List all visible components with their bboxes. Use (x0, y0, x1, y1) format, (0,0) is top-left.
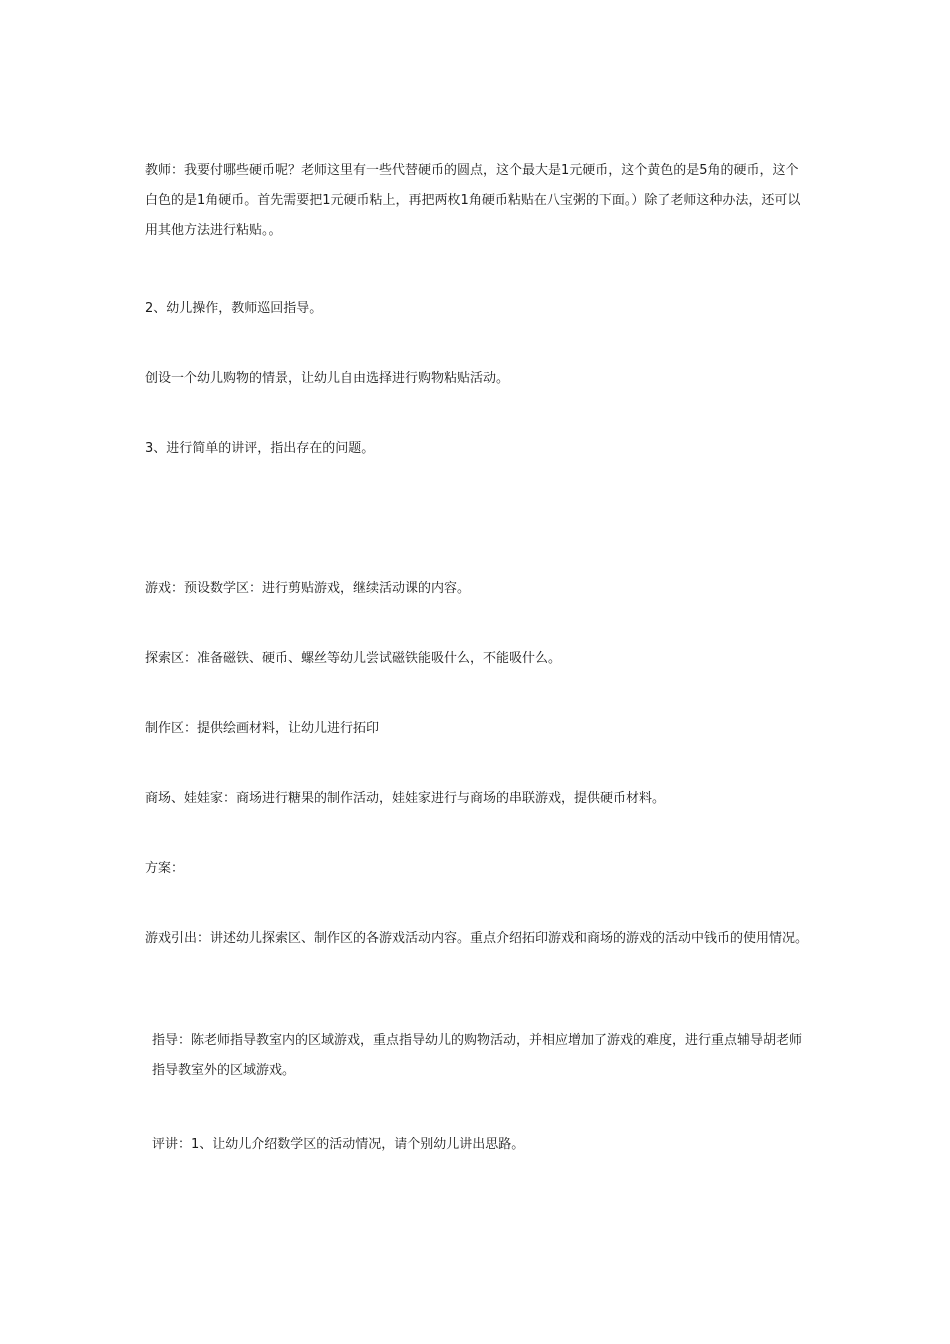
paragraph-review: 评讲：1、让幼儿介绍数学区的活动情况，请个别幼儿讲出思路。 (152, 1137, 525, 1152)
paragraph-store-dollhouse: 商场、娃娃家：商场进行糖果的制作活动，娃娃家进行与商场的串联游戏，提供硬币材料。 (145, 791, 666, 806)
paragraph-step-2: 2、幼儿操作，教师巡回指导。 (145, 301, 323, 316)
paragraph-step-3: 3、进行简单的讲评，指出存在的问题。 (145, 441, 375, 456)
paragraph-game-math-area: 游戏：预设数学区：进行剪贴游戏，继续活动课的内容。 (145, 581, 471, 596)
paragraph-shopping-scene: 创设一个幼儿购物的情景，让幼儿自由选择进行购物粘贴活动。 (145, 371, 510, 386)
paragraph-guidance: 指导：陈老师指导教室内的区域游戏，重点指导幼儿的购物活动，并相应增加了游戏的难度，进行重点辅导胡老师指导教室外的区域游戏。 (152, 1033, 803, 1078)
paragraph-craft-area: 制作区：提供绘画材料，让幼儿进行拓印 (145, 721, 380, 736)
paragraph-teacher-coins: 教师：我要付哪些硬币呢？老师这里有一些代替硬币的圆点，这个最大是1元硬币，这个黄色的是5角的硬币，这个白色的是1角硬币。首先需要把1元硬币粘上，再把两枚1角硬币粘贴在八宝粥的下面。）除了老师这种办法，还可以用其他方法进行粘贴。。 (145, 163, 801, 238)
paragraph-game-intro: 游戏引出：讲述幼儿探索区、制作区的各游戏活动内容。重点介绍拓印游戏和商场的游戏的活动中钱币的使用情况。 (145, 931, 809, 946)
paragraph-plan-heading: 方案： (145, 861, 185, 876)
paragraph-explore-area: 探索区：准备磁铁、硬币、螺丝等幼儿尝试磁铁能吸什么，不能吸什么。 (145, 651, 562, 666)
